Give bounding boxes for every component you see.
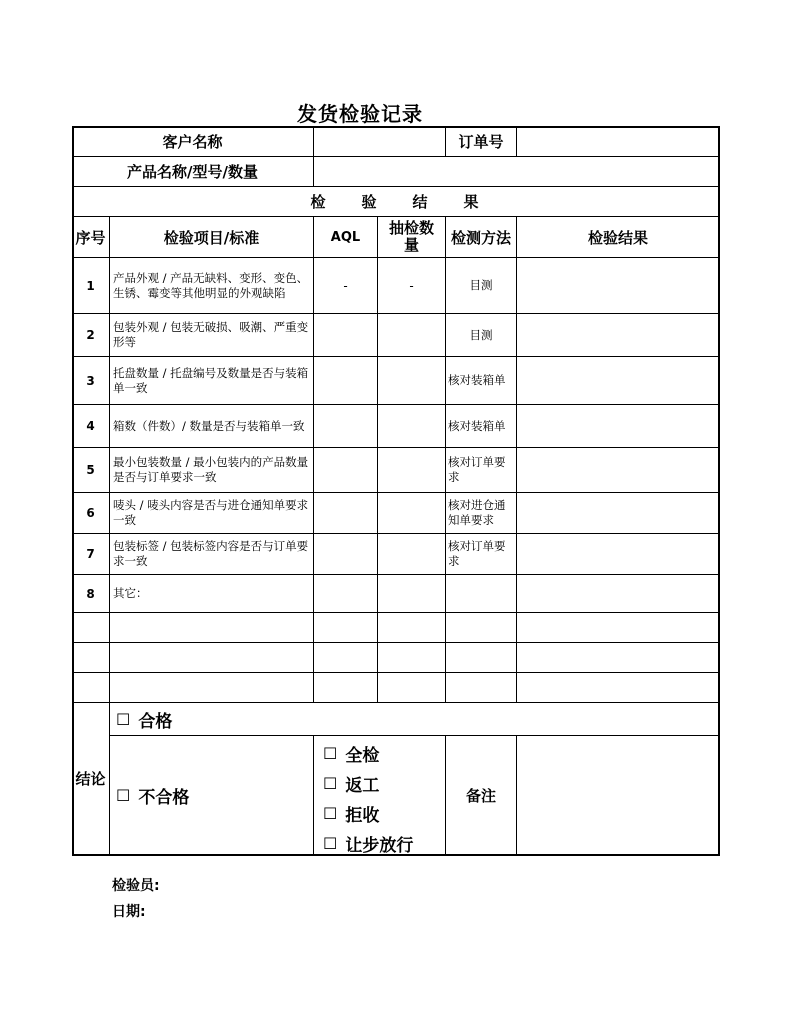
- blank-row-3-no[interactable]: [72, 673, 110, 703]
- row-2-item: 包装外观 / 包装无破损、吸潮、严重变形等: [110, 314, 314, 357]
- reject-checkbox-icon[interactable]: ☐: [323, 804, 338, 823]
- row-3-result[interactable]: [517, 357, 720, 405]
- option-reject[interactable]: [323, 801, 379, 826]
- blank-row-1-sample[interactable]: [378, 613, 446, 643]
- row-8-item: 其它：: [110, 575, 314, 613]
- row-4-aql[interactable]: [314, 405, 378, 448]
- col-aql: AQL: [314, 217, 378, 258]
- pass-option[interactable]: [110, 703, 720, 736]
- row-2-result[interactable]: [517, 314, 720, 357]
- rework-checkbox-icon[interactable]: ☐: [323, 774, 338, 793]
- row-1-item: 产品外观 / 产品无缺料、变形、变色、生锈、霉变等其他明显的外观缺陷: [110, 258, 314, 314]
- row-5-result[interactable]: [517, 448, 720, 493]
- blank-row-2-sample[interactable]: [378, 643, 446, 673]
- pass-checkbox-icon[interactable]: ☐: [116, 709, 131, 729]
- row-3-aql[interactable]: [314, 357, 378, 405]
- blank-row-1-method[interactable]: [446, 613, 517, 643]
- row-7-method: 核对订单要求: [446, 534, 517, 575]
- row-8-aql[interactable]: [314, 575, 378, 613]
- blank-row-1-item[interactable]: [110, 613, 314, 643]
- blank-row-2-item[interactable]: [110, 643, 314, 673]
- document-title: 发货检验记录: [297, 102, 423, 126]
- reject-label: 拒收: [345, 806, 380, 826]
- row-5-item: 最小包装数量 / 最小包装内的产品数量是否与订单要求一致: [110, 448, 314, 493]
- row-7-sample[interactable]: [378, 534, 446, 575]
- row-3-sample[interactable]: [378, 357, 446, 405]
- row-6-method: 核对进仓通知单要求: [446, 493, 517, 534]
- blank-row-2-no[interactable]: [72, 643, 110, 673]
- col-method: 检测方法: [446, 217, 517, 258]
- row-4-result[interactable]: [517, 405, 720, 448]
- full-inspection-checkbox-icon[interactable]: ☐: [323, 744, 338, 763]
- option-rework[interactable]: [323, 771, 379, 796]
- section-title: 检 验 结 果: [72, 187, 720, 217]
- fail-option[interactable]: [110, 736, 314, 855]
- row-4-item: 箱数（件数）/ 数量是否与装箱单一致: [110, 405, 314, 448]
- product-label: 产品名称/型号/数量: [72, 157, 314, 187]
- inspector-label: 检验员:: [112, 878, 160, 894]
- customer-field[interactable]: [314, 126, 446, 157]
- blank-row-2-method[interactable]: [446, 643, 517, 673]
- row-1-method: 目测: [446, 258, 517, 314]
- row-1-aql: -: [314, 258, 378, 314]
- customer-label: 客户名称: [72, 126, 314, 157]
- row-5-aql[interactable]: [314, 448, 378, 493]
- row-6-aql[interactable]: [314, 493, 378, 534]
- blank-row-2-result[interactable]: [517, 643, 720, 673]
- row-7-item: 包装标签 / 包装标签内容是否与订单要求一致: [110, 534, 314, 575]
- row-5-sample[interactable]: [378, 448, 446, 493]
- row-3-method: 核对装箱单: [446, 357, 517, 405]
- pass-label: 合格: [138, 711, 173, 732]
- blank-row-1-aql[interactable]: [314, 613, 378, 643]
- row-4-no: 4: [72, 405, 110, 448]
- conclusion-label: 结论: [72, 703, 110, 855]
- row-7-no: 7: [72, 534, 110, 575]
- fail-checkbox-icon[interactable]: ☐: [116, 785, 131, 805]
- product-field[interactable]: [314, 157, 720, 187]
- row-1-no: 1: [72, 258, 110, 314]
- row-4-sample[interactable]: [378, 405, 446, 448]
- row-2-method: 目测: [446, 314, 517, 357]
- row-5-method: 核对订单要求: [446, 448, 517, 493]
- row-6-no: 6: [72, 493, 110, 534]
- concession-label: 让步放行: [345, 836, 414, 856]
- col-sample: 抽检数量: [378, 217, 446, 258]
- row-7-aql[interactable]: [314, 534, 378, 575]
- row-6-item: 唛头 / 唛头内容是否与进仓通知单要求一致: [110, 493, 314, 534]
- row-2-no: 2: [72, 314, 110, 357]
- row-1-result[interactable]: [517, 258, 720, 314]
- order-field[interactable]: [517, 126, 720, 157]
- remarks-label: 备注: [446, 736, 517, 855]
- blank-row-3-result[interactable]: [517, 673, 720, 703]
- concession-checkbox-icon[interactable]: ☐: [323, 834, 338, 853]
- blank-row-3-sample[interactable]: [378, 673, 446, 703]
- date-label: 日期:: [112, 904, 146, 920]
- row-8-no: 8: [72, 575, 110, 613]
- row-1-sample: -: [378, 258, 446, 314]
- row-8-method[interactable]: [446, 575, 517, 613]
- row-8-sample[interactable]: [378, 575, 446, 613]
- row-6-sample[interactable]: [378, 493, 446, 534]
- row-5-no: 5: [72, 448, 110, 493]
- col-item: 检验项目/标准: [110, 217, 314, 258]
- blank-row-1-no[interactable]: [72, 613, 110, 643]
- order-label: 订单号: [446, 126, 517, 157]
- row-4-method: 核对装箱单: [446, 405, 517, 448]
- blank-row-3-method[interactable]: [446, 673, 517, 703]
- blank-row-3-aql[interactable]: [314, 673, 378, 703]
- blank-row-2-aql[interactable]: [314, 643, 378, 673]
- row-6-result[interactable]: [517, 493, 720, 534]
- row-2-aql[interactable]: [314, 314, 378, 357]
- col-result: 检验结果: [517, 217, 720, 258]
- blank-row-1-result[interactable]: [517, 613, 720, 643]
- row-8-result[interactable]: [517, 575, 720, 613]
- row-3-item: 托盘数量 / 托盘编号及数量是否与装箱单一致: [110, 357, 314, 405]
- col-no: 序号: [72, 217, 110, 258]
- row-2-sample[interactable]: [378, 314, 446, 357]
- row-3-no: 3: [72, 357, 110, 405]
- option-full-inspection[interactable]: [323, 741, 379, 766]
- rework-label: 返工: [345, 776, 380, 796]
- option-concession[interactable]: [323, 831, 413, 856]
- blank-row-3-item[interactable]: [110, 673, 314, 703]
- full-inspection-label: 全检: [345, 746, 380, 766]
- fail-label: 不合格: [138, 787, 190, 808]
- remarks-field[interactable]: [517, 736, 720, 855]
- row-7-result[interactable]: [517, 534, 720, 575]
- disposition-option-list: [314, 736, 445, 856]
